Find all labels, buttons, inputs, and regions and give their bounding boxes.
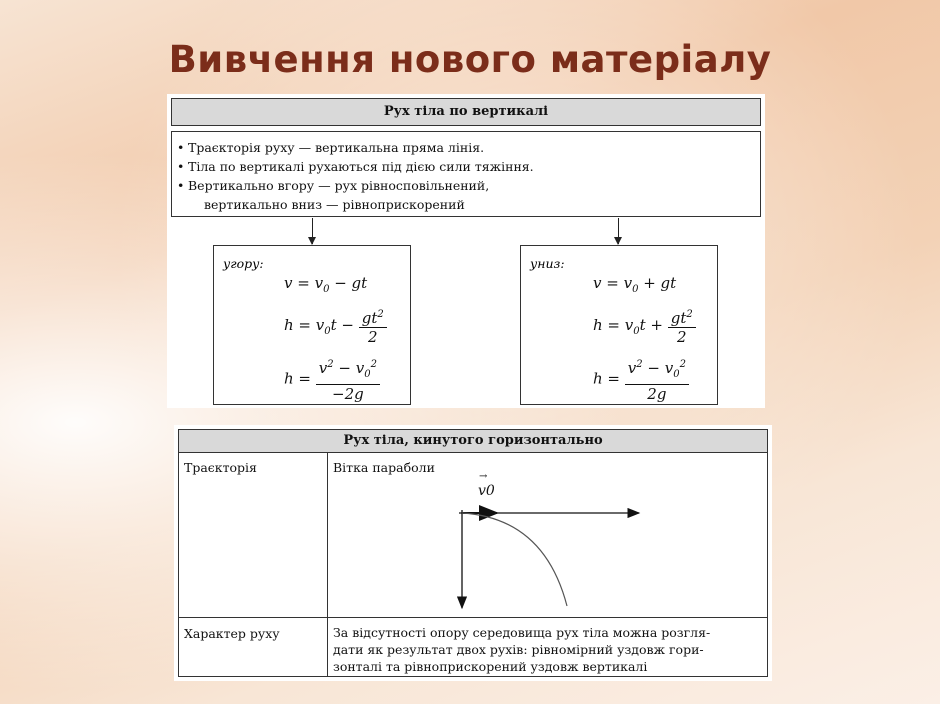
arrow-down-icon [618, 218, 619, 244]
velocity-text: v0 [478, 483, 495, 499]
horizontal-motion-panel [174, 425, 772, 681]
formula-velocity-down: $v = v_0$ + gt [593, 274, 677, 295]
upward-label: угору: [223, 256, 264, 271]
vertical-header: Рух тіла по вертикалі [171, 98, 761, 126]
formula-height-velocity-down: h = $\frac{v^2 - v_0^2}{2g}$ [593, 356, 689, 403]
text-line: дати як результат двох рухів: рівномірний уздовж гори- [333, 642, 704, 657]
arrow-down-icon [312, 218, 313, 244]
trajectory-value: Вітка параболи [333, 460, 435, 475]
bullet-item: • Тіла по вертикалі рухаються під дією сили тяжіння. [188, 157, 760, 176]
vertical-bullets [171, 131, 761, 217]
row-divider [179, 617, 767, 618]
formula-height-down: $h = v_0t$ + $\frac{gt^2}{2}$ [593, 306, 696, 346]
trajectory-label: Траєкторія [184, 460, 257, 475]
downward-label: униз: [530, 256, 565, 271]
downward-formulas-box [520, 245, 718, 405]
motion-character-label: Характер руху [184, 626, 280, 641]
formula-height-velocity-up: h = $\frac{v^2 - v_0^2}{-2g}$ [284, 356, 380, 403]
bullet-continuation: вертикально вниз — рівноприскорений [204, 197, 465, 212]
velocity-label [478, 471, 495, 499]
bullet-item: • Траєкторія руху — вертикальна пряма лінія. [188, 138, 760, 157]
text-line: зонталі та рівноприскорений уздовж вертикалі [333, 659, 648, 674]
vertical-motion-panel [167, 94, 765, 408]
vector-arrow-icon: → [479, 471, 488, 482]
column-divider [327, 453, 328, 677]
parabola-curve [462, 513, 567, 606]
bullet-item: • Вертикально вгору — рух рівносповільнений, [188, 176, 760, 195]
horizontal-header: Рух тіла, кинутого горизонтально [178, 429, 768, 453]
formula-height-up: $h = v_0t$ − $\frac{gt^2}{2}$ [284, 306, 387, 346]
formula-velocity-up: $v = v_0$ − gt [284, 274, 368, 295]
slide-title: Вивчення нового матеріалу [168, 38, 772, 81]
motion-character-text [333, 624, 710, 675]
text-line: За відсутності опору середовища рух тіла можна розгля- [333, 625, 711, 640]
horizontal-table [178, 429, 768, 677]
upward-formulas-box [213, 245, 411, 405]
